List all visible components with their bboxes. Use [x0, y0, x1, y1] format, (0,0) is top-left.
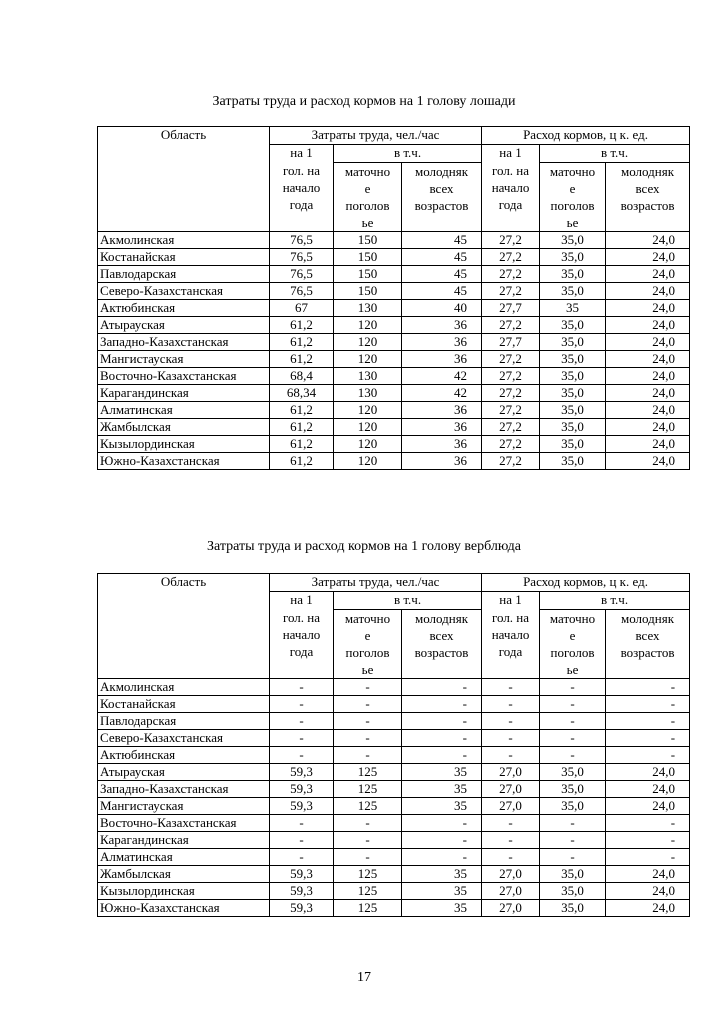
value-cell: -: [402, 746, 482, 763]
labor-young-line: молодняк: [414, 610, 469, 626]
region-name: Алматинская: [98, 848, 270, 865]
value-cell: 35: [402, 797, 482, 814]
value-cell: 35,0: [540, 763, 606, 780]
value-cell: 35: [402, 899, 482, 916]
region-name: Мангистауская: [98, 350, 270, 367]
feed-breeding-header: [540, 609, 606, 678]
value-cell: 27,7: [482, 333, 540, 350]
value-cell: 45: [402, 282, 482, 299]
region-name: Акмолинская: [98, 678, 270, 695]
feed-per-head-line: начало: [491, 627, 530, 642]
value-cell: 35,0: [540, 882, 606, 899]
value-cell: -: [402, 695, 482, 712]
value-cell: 27,0: [482, 865, 540, 882]
value-cell: -: [540, 831, 606, 848]
value-cell: 36: [402, 418, 482, 435]
table-row: [98, 814, 690, 831]
labor-per-head-line: начало: [282, 627, 321, 642]
value-cell: -: [606, 712, 690, 729]
feed-breeding-header: [540, 162, 606, 231]
labor-young-line: всех: [429, 180, 454, 196]
labor-breeding-line: поголов: [345, 197, 390, 213]
value-cell: -: [606, 814, 690, 831]
feed-per-head-line: гол. на: [491, 163, 530, 178]
value-cell: 61,2: [270, 401, 334, 418]
value-cell: 35,0: [540, 780, 606, 797]
region-name: Кызылординская: [98, 882, 270, 899]
value-cell: 27,2: [482, 384, 540, 401]
feed-per-head-header: [482, 162, 540, 231]
feed-group-header: Расход кормов, ц к. ед.: [482, 574, 690, 592]
value-cell: 35,0: [540, 316, 606, 333]
table-row: [98, 367, 690, 384]
region-name: Павлодарская: [98, 712, 270, 729]
value-cell: -: [606, 831, 690, 848]
value-cell: -: [334, 746, 402, 763]
value-cell: 24,0: [606, 316, 690, 333]
value-cell: -: [334, 712, 402, 729]
value-cell: -: [606, 848, 690, 865]
labor-incl-header: в т.ч.: [334, 145, 482, 163]
value-cell: -: [334, 848, 402, 865]
value-cell: 130: [334, 384, 402, 401]
table-row: [98, 248, 690, 265]
value-cell: -: [334, 695, 402, 712]
value-cell: 24,0: [606, 797, 690, 814]
table-row: [98, 746, 690, 763]
value-cell: -: [334, 678, 402, 695]
value-cell: 42: [402, 367, 482, 384]
feed-young-line: всех: [635, 627, 660, 643]
value-cell: 35,0: [540, 865, 606, 882]
value-cell: 59,3: [270, 865, 334, 882]
value-cell: 35,0: [540, 367, 606, 384]
value-cell: -: [334, 814, 402, 831]
table-row: [98, 418, 690, 435]
value-cell: 125: [334, 899, 402, 916]
value-cell: 45: [402, 248, 482, 265]
labor-per-head-line: года: [289, 197, 314, 212]
value-cell: 35,0: [540, 265, 606, 282]
region-name: Южно-Казахстанская: [98, 899, 270, 916]
labor-breeding-line: е: [364, 627, 371, 643]
value-cell: -: [402, 848, 482, 865]
feed-breeding-line: е: [569, 627, 576, 643]
feed-incl-header: в т.ч.: [540, 592, 690, 610]
value-cell: 35,0: [540, 418, 606, 435]
horse-table-title: Затраты труда и расход кормов на 1 голову лошади: [212, 94, 516, 109]
labor-per-head-line: начало: [282, 180, 321, 195]
value-cell: -: [482, 848, 540, 865]
labor-breeding-header: [334, 162, 402, 231]
value-cell: 59,3: [270, 780, 334, 797]
table-row: [98, 384, 690, 401]
value-cell: 35: [402, 763, 482, 780]
feed-per-head-top: на 1: [482, 145, 540, 163]
table-row: [98, 231, 690, 248]
region-name: Алматинская: [98, 401, 270, 418]
feed-breeding-line: маточно: [549, 163, 596, 179]
labor-breeding-line: ье: [361, 214, 374, 230]
value-cell: 68,4: [270, 367, 334, 384]
value-cell: 150: [334, 231, 402, 248]
region-name: Жамбылская: [98, 418, 270, 435]
value-cell: 35,0: [540, 384, 606, 401]
value-cell: 67: [270, 299, 334, 316]
table-row: [98, 452, 690, 469]
value-cell: 24,0: [606, 367, 690, 384]
value-cell: 24,0: [606, 865, 690, 882]
value-cell: 35,0: [540, 452, 606, 469]
table-row: [98, 763, 690, 780]
value-cell: -: [270, 695, 334, 712]
value-cell: 40: [402, 299, 482, 316]
feed-young-line: молодняк: [621, 610, 675, 626]
value-cell: -: [482, 729, 540, 746]
value-cell: -: [540, 695, 606, 712]
value-cell: 27,2: [482, 350, 540, 367]
value-cell: 27,2: [482, 401, 540, 418]
labor-per-head-top: на 1: [270, 145, 334, 163]
feed-per-head-line: года: [498, 197, 523, 212]
value-cell: 120: [334, 350, 402, 367]
value-cell: -: [402, 831, 482, 848]
value-cell: 150: [334, 282, 402, 299]
value-cell: 59,3: [270, 899, 334, 916]
value-cell: 36: [402, 401, 482, 418]
value-cell: 130: [334, 299, 402, 316]
region-name: Атырауская: [98, 316, 270, 333]
value-cell: 36: [402, 435, 482, 452]
table-row: [98, 282, 690, 299]
value-cell: 76,5: [270, 231, 334, 248]
value-cell: 24,0: [606, 435, 690, 452]
labor-group-header: Затраты труда, чел./час: [270, 127, 482, 145]
labor-per-head-header: [270, 609, 334, 678]
labor-breeding-line: е: [364, 180, 371, 196]
value-cell: 24,0: [606, 384, 690, 401]
feed-per-head-top: на 1: [482, 592, 540, 610]
table-row: [98, 678, 690, 695]
region-name: Восточно-Казахстанская: [98, 814, 270, 831]
value-cell: 24,0: [606, 899, 690, 916]
labor-breeding-line: поголов: [345, 644, 390, 660]
value-cell: 125: [334, 797, 402, 814]
value-cell: 36: [402, 452, 482, 469]
labor-per-head-line: года: [289, 644, 314, 659]
value-cell: 61,2: [270, 316, 334, 333]
value-cell: 36: [402, 350, 482, 367]
table-row: [98, 712, 690, 729]
value-cell: -: [402, 712, 482, 729]
region-name: Актюбинская: [98, 299, 270, 316]
labor-young-line: возрастов: [414, 197, 469, 213]
value-cell: 120: [334, 401, 402, 418]
value-cell: 24,0: [606, 333, 690, 350]
feed-young-line: возрастов: [620, 197, 675, 213]
feed-young-line: всех: [635, 180, 660, 196]
camel-costs-table: [97, 573, 690, 917]
region-name: Актюбинская: [98, 746, 270, 763]
region-name: Костанайская: [98, 695, 270, 712]
camel-table-title: Затраты труда и расход кормов на 1 голову верблюда: [207, 539, 521, 554]
horse-costs-table: [97, 126, 690, 470]
value-cell: 150: [334, 265, 402, 282]
labor-young-line: всех: [429, 627, 454, 643]
value-cell: -: [334, 729, 402, 746]
region-name: Южно-Казахстанская: [98, 452, 270, 469]
value-cell: -: [270, 729, 334, 746]
feed-per-head-line: начало: [491, 180, 530, 195]
value-cell: 61,2: [270, 418, 334, 435]
labor-young-header: [402, 609, 482, 678]
labor-per-head-top: на 1: [270, 592, 334, 610]
value-cell: 42: [402, 384, 482, 401]
value-cell: -: [606, 695, 690, 712]
labor-young-line: молодняк: [414, 163, 469, 179]
value-cell: 59,3: [270, 763, 334, 780]
value-cell: -: [270, 814, 334, 831]
value-cell: 27,0: [482, 763, 540, 780]
table-row: [98, 695, 690, 712]
value-cell: -: [540, 746, 606, 763]
value-cell: 24,0: [606, 401, 690, 418]
labor-breeding-header: [334, 609, 402, 678]
table-row: [98, 316, 690, 333]
value-cell: 27,0: [482, 797, 540, 814]
value-cell: -: [606, 729, 690, 746]
value-cell: 45: [402, 265, 482, 282]
value-cell: 61,2: [270, 333, 334, 350]
labor-per-head-line: гол. на: [282, 610, 321, 625]
labor-young-line: возрастов: [414, 644, 469, 660]
value-cell: 27,2: [482, 248, 540, 265]
value-cell: 24,0: [606, 763, 690, 780]
value-cell: 76,5: [270, 282, 334, 299]
value-cell: 125: [334, 882, 402, 899]
value-cell: 35,0: [540, 797, 606, 814]
value-cell: -: [270, 678, 334, 695]
value-cell: 27,2: [482, 367, 540, 384]
region-name: Костанайская: [98, 248, 270, 265]
region-name: Западно-Казахстанская: [98, 333, 270, 350]
value-cell: -: [270, 848, 334, 865]
value-cell: 76,5: [270, 265, 334, 282]
value-cell: 35,0: [540, 248, 606, 265]
value-cell: 125: [334, 763, 402, 780]
value-cell: 27,0: [482, 780, 540, 797]
value-cell: -: [270, 712, 334, 729]
table-row: [98, 899, 690, 916]
value-cell: 35: [540, 299, 606, 316]
feed-per-head-header: [482, 609, 540, 678]
value-cell: 24,0: [606, 780, 690, 797]
value-cell: 27,2: [482, 435, 540, 452]
value-cell: -: [540, 678, 606, 695]
value-cell: 24,0: [606, 418, 690, 435]
value-cell: 120: [334, 418, 402, 435]
value-cell: -: [270, 746, 334, 763]
labor-incl-header: в т.ч.: [334, 592, 482, 610]
value-cell: -: [540, 729, 606, 746]
feed-breeding-line: е: [569, 180, 576, 196]
region-header: Область: [98, 127, 270, 232]
feed-breeding-line: ье: [566, 661, 579, 677]
table-row: [98, 350, 690, 367]
table-row: [98, 848, 690, 865]
feed-breeding-line: поголов: [550, 197, 595, 213]
value-cell: 35,0: [540, 435, 606, 452]
feed-group-header: Расход кормов, ц к. ед.: [482, 127, 690, 145]
labor-per-head-line: гол. на: [282, 163, 321, 178]
value-cell: -: [482, 814, 540, 831]
feed-young-header: [606, 162, 690, 231]
feed-per-head-line: года: [498, 644, 523, 659]
value-cell: 24,0: [606, 282, 690, 299]
page-number: 17: [357, 970, 371, 985]
value-cell: 59,3: [270, 797, 334, 814]
region-name: Павлодарская: [98, 265, 270, 282]
labor-per-head-header: [270, 162, 334, 231]
table-row: [98, 435, 690, 452]
value-cell: 35,0: [540, 231, 606, 248]
value-cell: 27,2: [482, 452, 540, 469]
value-cell: -: [402, 678, 482, 695]
region-name: Западно-Казахстанская: [98, 780, 270, 797]
value-cell: 120: [334, 316, 402, 333]
feed-young-line: возрастов: [620, 644, 675, 660]
value-cell: 76,5: [270, 248, 334, 265]
value-cell: 24,0: [606, 265, 690, 282]
labor-young-header: [402, 162, 482, 231]
value-cell: 27,0: [482, 882, 540, 899]
value-cell: -: [402, 729, 482, 746]
value-cell: 150: [334, 248, 402, 265]
value-cell: 27,2: [482, 418, 540, 435]
table-row: [98, 882, 690, 899]
feed-young-line: молодняк: [621, 163, 675, 179]
value-cell: -: [606, 746, 690, 763]
value-cell: 125: [334, 780, 402, 797]
value-cell: 35,0: [540, 333, 606, 350]
table-row: [98, 797, 690, 814]
feed-per-head-line: гол. на: [491, 610, 530, 625]
table-row: [98, 401, 690, 418]
value-cell: 35,0: [540, 401, 606, 418]
value-cell: 120: [334, 435, 402, 452]
value-cell: 24,0: [606, 248, 690, 265]
value-cell: 27,7: [482, 299, 540, 316]
region-name: Карагандинская: [98, 384, 270, 401]
table-row: [98, 729, 690, 746]
value-cell: -: [402, 814, 482, 831]
table-row: [98, 265, 690, 282]
value-cell: 24,0: [606, 231, 690, 248]
labor-breeding-line: маточно: [344, 163, 391, 179]
value-cell: 45: [402, 231, 482, 248]
labor-group-header: Затраты труда, чел./час: [270, 574, 482, 592]
value-cell: -: [482, 695, 540, 712]
value-cell: 35,0: [540, 899, 606, 916]
region-name: Восточно-Казахстанская: [98, 367, 270, 384]
table-row: [98, 333, 690, 350]
value-cell: -: [334, 831, 402, 848]
value-cell: 61,2: [270, 350, 334, 367]
value-cell: 36: [402, 316, 482, 333]
value-cell: 27,2: [482, 265, 540, 282]
value-cell: 120: [334, 452, 402, 469]
value-cell: 24,0: [606, 350, 690, 367]
table-row: [98, 299, 690, 316]
value-cell: 27,0: [482, 899, 540, 916]
value-cell: 125: [334, 865, 402, 882]
region-name: Северо-Казахстанская: [98, 729, 270, 746]
feed-young-header: [606, 609, 690, 678]
value-cell: -: [482, 678, 540, 695]
region-name: Акмолинская: [98, 231, 270, 248]
table-row: [98, 831, 690, 848]
value-cell: 61,2: [270, 452, 334, 469]
value-cell: 130: [334, 367, 402, 384]
feed-breeding-line: поголов: [550, 644, 595, 660]
value-cell: 36: [402, 333, 482, 350]
region-name: Жамбылская: [98, 865, 270, 882]
value-cell: -: [270, 831, 334, 848]
value-cell: 35: [402, 780, 482, 797]
region-name: Мангистауская: [98, 797, 270, 814]
value-cell: -: [482, 746, 540, 763]
table-row: [98, 780, 690, 797]
value-cell: 35: [402, 865, 482, 882]
region-name: Атырауская: [98, 763, 270, 780]
feed-incl-header: в т.ч.: [540, 145, 690, 163]
labor-breeding-line: маточно: [344, 610, 391, 626]
value-cell: 24,0: [606, 299, 690, 316]
feed-breeding-line: маточно: [549, 610, 596, 626]
value-cell: 24,0: [606, 882, 690, 899]
value-cell: 35: [402, 882, 482, 899]
value-cell: 24,0: [606, 452, 690, 469]
value-cell: 27,2: [482, 282, 540, 299]
value-cell: -: [482, 712, 540, 729]
region-name: Карагандинская: [98, 831, 270, 848]
feed-breeding-line: ье: [566, 214, 579, 230]
value-cell: -: [606, 678, 690, 695]
value-cell: 35,0: [540, 282, 606, 299]
value-cell: -: [482, 831, 540, 848]
value-cell: 59,3: [270, 882, 334, 899]
value-cell: 68,34: [270, 384, 334, 401]
value-cell: -: [540, 814, 606, 831]
region-name: Кызылординская: [98, 435, 270, 452]
table-row: [98, 865, 690, 882]
value-cell: 120: [334, 333, 402, 350]
value-cell: 61,2: [270, 435, 334, 452]
value-cell: 27,2: [482, 231, 540, 248]
region-name: Северо-Казахстанская: [98, 282, 270, 299]
value-cell: 27,2: [482, 316, 540, 333]
value-cell: 35,0: [540, 350, 606, 367]
region-header: Область: [98, 574, 270, 679]
value-cell: -: [540, 712, 606, 729]
value-cell: -: [540, 848, 606, 865]
labor-breeding-line: ье: [361, 661, 374, 677]
